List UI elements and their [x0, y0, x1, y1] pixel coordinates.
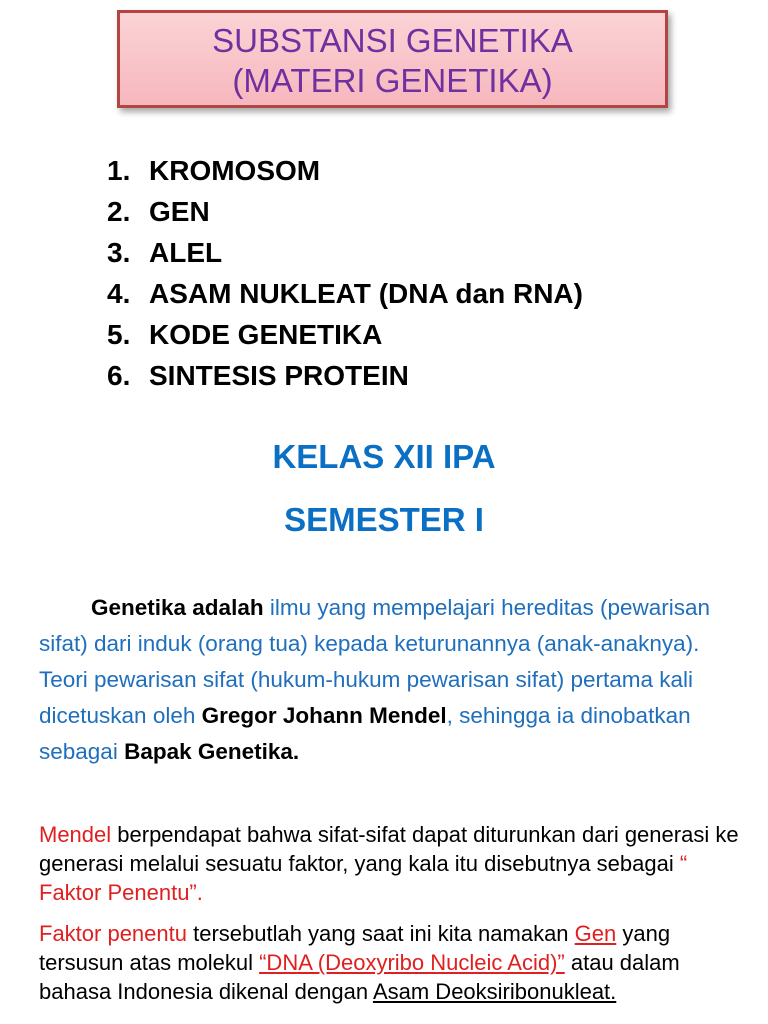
list-item: [107, 150, 583, 191]
list-item-number: 1.: [107, 155, 131, 186]
list-item-label: KODE GENETIKA: [149, 319, 383, 350]
list-item-label: ALEL: [149, 237, 223, 268]
topic-list: [107, 150, 583, 396]
faktor-penentu-quote: “ Faktor Penentu”.: [39, 851, 688, 905]
mendel-name: Gregor Johann Mendel: [201, 703, 447, 728]
list-item-number: 2.: [107, 196, 131, 227]
list-item-number: 6.: [107, 360, 131, 391]
title-box: [117, 10, 668, 108]
title-line-2: (MATERI GENETIKA): [232, 62, 553, 99]
gen-term: Gen: [574, 921, 617, 946]
definition-text: ilmu yang mempelajari hereditas (pewarisan sifat) dari induk (orang tua) kepada keturunannya (anak-anaknya).: [39, 595, 711, 656]
mendel-paragraph: [39, 820, 749, 907]
molekul-text: yang tersusun atas molekul: [39, 921, 671, 975]
mendel-text: berpendapat bahwa sifat-sifat dapat diturunkan dari generasi ke generasi melalui sesuatu faktor, yang kala itu disebutnya sebagai: [39, 822, 739, 876]
class-heading: KELAS XII IPA: [272, 438, 496, 475]
list-item: [107, 273, 583, 314]
list-item-number: 3.: [107, 237, 131, 268]
list-item-label: SINTESIS PROTEIN: [149, 360, 409, 391]
faktor-term: Faktor penentu: [39, 921, 187, 946]
dna-term: “DNA (Deoxyribo Nucleic Acid)”: [259, 950, 565, 975]
comma: ,: [446, 703, 453, 728]
list-item: [107, 314, 583, 355]
list-item-number: 5.: [107, 319, 131, 350]
genetika-term: Genetika adalah: [91, 595, 264, 620]
list-item-label: ASAM NUKLEAT (DNA dan RNA): [149, 278, 583, 309]
title-line-1: SUBSTANSI GENETIKA: [212, 22, 573, 59]
list-item-label: GEN: [149, 196, 210, 227]
asam-term: Asam Deoksiribonukleat.: [372, 979, 617, 1004]
list-item: [107, 355, 583, 396]
list-item-number: 4.: [107, 278, 131, 309]
list-item: [107, 191, 583, 232]
faktor-text: tersebutlah yang saat ini kita namakan: [186, 921, 575, 946]
mendel-term: Mendel: [39, 822, 112, 847]
dinobatkan-text: sehingga ia dinobatkan sebagai: [39, 703, 691, 764]
faktor-paragraph: [39, 919, 749, 1006]
genetika-definition-paragraph: [39, 590, 749, 770]
list-item-label: KROMOSOM: [149, 155, 321, 186]
list-item: [107, 232, 583, 273]
bahasa-text: atau dalam bahasa Indonesia dikenal dengan: [39, 950, 680, 1004]
bapak-genetika: Bapak Genetika.: [124, 739, 300, 764]
theory-text: Teori pewarisan sifat (hukum-hukum pewarisan sifat) pertama kali dicetuskan oleh: [39, 667, 694, 728]
semester-heading: SEMESTER I: [284, 501, 484, 538]
